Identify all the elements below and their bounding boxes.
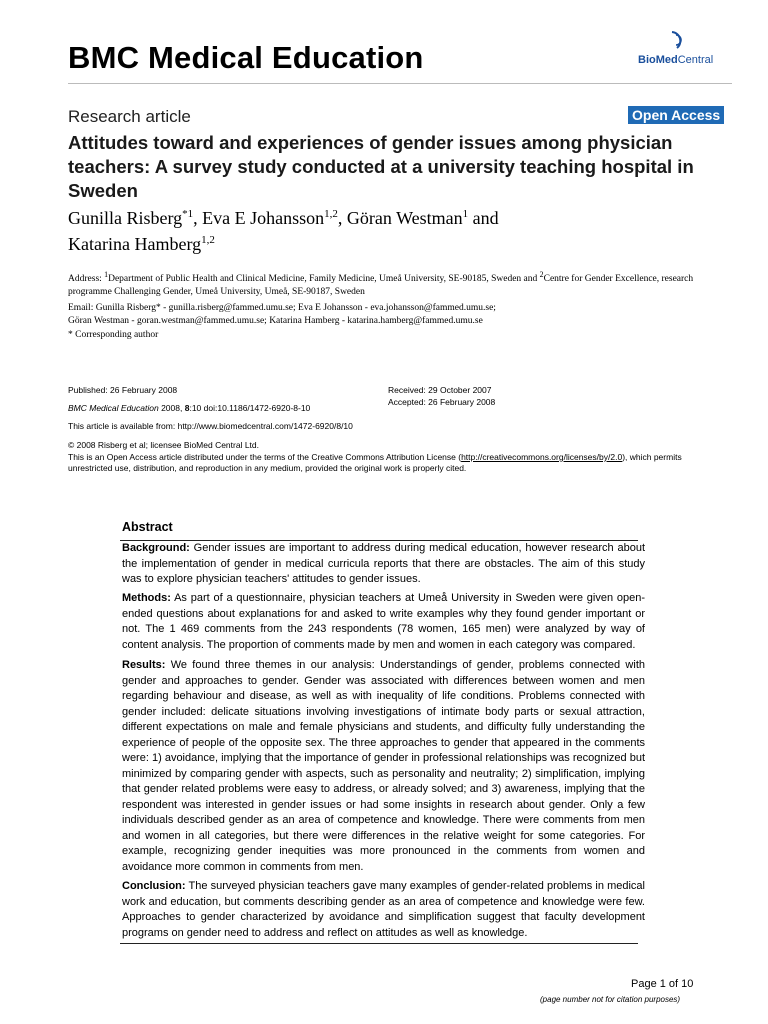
email-block	[68, 302, 708, 327]
header-divider	[68, 83, 732, 84]
email-line[interactable]: Email: Gunilla Risberg* - gunilla.risberg@fammed.umu.se; Eva E Johansson - eva.johansson@fammed.umu.se;	[68, 303, 496, 313]
article-url[interactable]: This article is available from: http://www.biomedcentral.com/1472-6920/8/10	[68, 421, 353, 431]
abstract-background: Background: Gender issues are important to address during medical education, however research about the implementation of gender in medical curricula reports that there are obstacles. The aim of this study was to explore physician teachers' attitudes to gender issues.	[122, 542, 645, 585]
page-number: Page 1 of 10	[631, 978, 694, 990]
corresponding-author-note: * Corresponding author	[68, 330, 159, 340]
accepted-date: Accepted: 26 February 2008	[388, 397, 496, 407]
affiliation-mark: 1,2	[324, 208, 338, 220]
journal-title: BMC Medical Education	[68, 40, 424, 75]
abstract-results: Results: We found three themes in our analysis: Understandings of gender, problems connected with gender and approaches to gender. Gender was associated with differences between women and men regarding behaviour and disease, as well as with inequality of life conditions. Problems connected with gender included: delicate situations involving investigations of intimate body parts or sexual attraction, different expectations on male and female physicians and students, and difficulty fully understanding the experience of people of the opposite sex. The three approaches to gender that appeared in the comments were: 1) avoidance, implying that the importance of gender in professional relationships was recognized but minimized by comparing gender with aspects, such as personality and neutrality; 2) simplification, implying that gender related problems were easy to address, or already solved; and 3) awareness, implying that the respondent was interested in gender issues or had some insights in research about gender. Only a few individuals described gender as an area of competence and knowledge. There were comments from men and women in all categories, but there were differences in the relative weight for some categories. For example, recognizing gender inequities was more pronounced in the comments from women and avoidance more common in comments from men.	[122, 659, 645, 873]
page-number-note: (page number not for citation purposes)	[540, 995, 681, 1004]
citation: BMC Medical Education 2008, 8:10 doi:10.1186/1472-6920-8-10	[68, 403, 311, 413]
published-date: Published: 26 February 2008	[68, 385, 178, 395]
license-text: This is an Open Access article distributed under the terms of the Creative Commons Attribution License (http://creativecommons.org/licenses/by/2.0), which permits unrestricted use, distribution, and reproduction in any medium, provided the original work is properly cited.	[68, 452, 682, 473]
open-access-badge: Open Access	[628, 106, 724, 124]
affiliation-mark: 1,2	[201, 234, 215, 246]
biomed-arc-icon	[668, 30, 686, 50]
article-type: Research article	[68, 107, 191, 126]
author-name[interactable]: , Eva E Johansson	[193, 208, 325, 228]
abstract-divider-bottom	[120, 943, 638, 944]
abstract-methods: Methods: As part of a questionnaire, physician teachers at Umeå University in Sweden were given open-ended questions about explanations for and asked to write examples why they found gender important or not. The 1 469 comments from the 243 respondents (78 women, 165 men) were analyzed by way of content analysis. The proportion of comments made by men and women in each category was compared.	[122, 592, 645, 651]
address: Address: $^1$Department of Public Health and Clinical Medicine, Family Medicine, Umeå University, SE-90185, Sweden and $^2$Centre for Gender Excellence, research programme Challenging Gender, Umeå University, Umeå, SE-90187, Sweden	[68, 270, 694, 297]
logo-biomed: BioMed	[638, 54, 678, 66]
abstract-heading: Abstract	[122, 520, 173, 534]
logo-central: Central	[677, 54, 714, 66]
affiliation-mark: *1	[182, 208, 194, 220]
copyright: © 2008 Risberg et al; licensee BioMed Central Ltd.	[68, 440, 260, 450]
authors	[68, 203, 668, 255]
author-conjunction: and	[468, 208, 499, 228]
affiliation-mark: 1	[462, 208, 469, 220]
received-date: Received: 29 October 2007	[388, 385, 492, 395]
biomed-central-logo	[610, 30, 720, 75]
abstract-conclusion: Conclusion: The surveyed physician teachers gave many examples of gender-related problems in medical work and education, but comments describing gender as an area of competence and knowledge were few. Approaches to gender characterized by avoidance and simplification suggest that faculty development programs on gender need to address and reflect on attitudes as well as knowledge.	[122, 880, 645, 939]
author-name[interactable]: Katarina Hamberg	[68, 234, 202, 254]
license-link[interactable]: http://creativecommons.org/licenses/by/2.0	[461, 452, 623, 462]
email-line[interactable]: Göran Westman - goran.westman@fammed.umu.se; Katarina Hamberg - katarina.hamberg@fammed.umu.se	[68, 315, 483, 326]
author-name[interactable]: , Göran Westman	[337, 208, 463, 228]
article-title: Attitudes toward and experiences of gender issues among physician teachers: A survey study conducted at a university teaching hospital in Sweden	[68, 132, 694, 201]
author-name[interactable]: Gunilla Risberg	[68, 208, 183, 228]
